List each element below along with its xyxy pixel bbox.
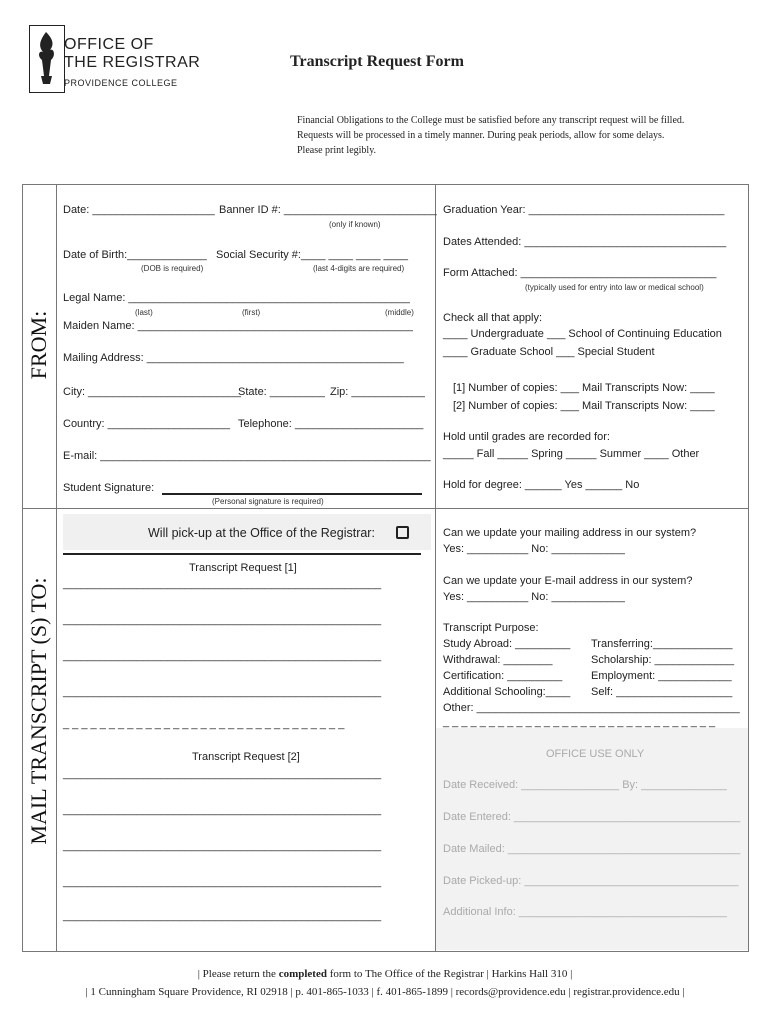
address-2-line-1[interactable]: ____________________________________________________ bbox=[63, 768, 382, 780]
mail-to-label: MAIL TRANSCRIPT (S) TO: bbox=[26, 577, 51, 845]
graduation-year-field[interactable]: Graduation Year: ________________________________ bbox=[443, 204, 725, 216]
intro-line1: Financial Obligations to the College must be satisfied before any transcript request will be filled. bbox=[297, 115, 685, 126]
logo-line2: THE REGISTRAR bbox=[64, 54, 201, 71]
update-email-question: Can we update your E-mail address in our system? bbox=[443, 575, 693, 587]
address-1-line-4[interactable]: ____________________________________________________ bbox=[63, 686, 382, 698]
office-use-title: OFFICE USE ONLY bbox=[546, 748, 645, 760]
middle-note: (middle) bbox=[385, 308, 414, 317]
address-1-line-2[interactable]: ____________________________________________________ bbox=[63, 614, 382, 626]
hold-degree-field[interactable]: Hold for degree: ______ Yes ______ No bbox=[443, 479, 640, 491]
footer-line2: | 1 Cunningham Square Providence, RI 02918 | p. 401-865-1033 | f. 401-865-1899 | records@providence.edu | registrar.providence.edu | bbox=[85, 986, 685, 998]
intro-line3: Please print legibly. bbox=[297, 145, 377, 156]
purpose-label: Transcript Purpose: bbox=[443, 622, 539, 634]
terms-options[interactable]: _____ Fall _____ Spring _____ Summer ____ Other bbox=[443, 448, 700, 460]
grad-option[interactable]: ____ Graduate School ___ Special Student bbox=[443, 346, 655, 358]
address-1-dashed: _ _ _ _ _ _ _ _ _ _ _ _ _ _ _ _ _ _ _ _ _ _ _ _ _ _ _ _ _ _ _ bbox=[63, 718, 345, 730]
address-1-line-3[interactable]: ____________________________________________________ bbox=[63, 650, 382, 662]
purpose-scholarship[interactable]: Scholarship: _____________ bbox=[591, 654, 735, 666]
email-field[interactable]: E-mail: ______________________________________________________ bbox=[63, 450, 431, 462]
purpose-certification[interactable]: Certification: _________ bbox=[443, 670, 563, 682]
logo-line3: PROVIDENCE COLLEGE bbox=[64, 78, 178, 88]
copies-1-field[interactable]: [1] Number of copies: ___ Mail Transcripts Now: ____ bbox=[453, 382, 715, 394]
purpose-other[interactable]: Other: ___________________________________________ bbox=[443, 702, 740, 714]
date-received-field: Date Received: ________________ By: ______________ bbox=[443, 779, 727, 791]
form-attached-field[interactable]: Form Attached: ________________________________ bbox=[443, 267, 717, 279]
last-note: (last) bbox=[135, 308, 153, 317]
dob-field[interactable]: Date of Birth:_____________ bbox=[63, 249, 207, 261]
address-2-line-4[interactable]: ____________________________________________________ bbox=[63, 876, 382, 888]
purpose-self[interactable]: Self: ___________________ bbox=[591, 686, 733, 698]
purpose-other-dashed: _ _ _ _ _ _ _ _ _ _ _ _ _ _ _ _ _ _ _ _ _ _ _ _ _ _ _ _ _ _ bbox=[443, 716, 716, 728]
pickup-checkbox[interactable] bbox=[396, 526, 409, 539]
form-attached-note: (typically used for entry into law or medical school) bbox=[525, 283, 704, 292]
check-all-label: Check all that apply: bbox=[443, 312, 543, 324]
purpose-additional-schooling[interactable]: Additional Schooling:____ bbox=[443, 686, 571, 698]
pickup-underline bbox=[63, 553, 421, 555]
purpose-study-abroad[interactable]: Study Abroad: _________ bbox=[443, 638, 571, 650]
additional-info-field: Additional Info: __________________________________ bbox=[443, 906, 727, 918]
telephone-field[interactable]: Telephone: _____________________ bbox=[238, 418, 424, 430]
address-2-line-3[interactable]: ____________________________________________________ bbox=[63, 840, 382, 852]
purpose-employment[interactable]: Employment: ____________ bbox=[591, 670, 732, 682]
registrar-logo bbox=[29, 25, 65, 93]
date-mailed-field: Date Mailed: ______________________________________ bbox=[443, 843, 741, 855]
dates-attended-field[interactable]: Dates Attended: _________________________________ bbox=[443, 236, 727, 248]
request-2-label: Transcript Request [2] bbox=[192, 751, 300, 763]
from-label: FROM: bbox=[26, 310, 51, 380]
ssn-field[interactable]: Social Security #:____ ____ ____ ____ bbox=[216, 249, 409, 261]
date-entered-field: Date Entered: _____________________________________ bbox=[443, 811, 741, 823]
address-2-line-2[interactable]: ____________________________________________________ bbox=[63, 804, 382, 816]
address-1-line-1[interactable]: ____________________________________________________ bbox=[63, 578, 382, 590]
purpose-withdrawal[interactable]: Withdrawal: ________ bbox=[443, 654, 553, 666]
ssn-note: (last 4-digits are required) bbox=[313, 264, 405, 273]
footer-line1-pre: | Please return the bbox=[197, 968, 279, 980]
banner-id-field[interactable]: Banner ID #: _________________________ bbox=[219, 204, 437, 216]
dob-note: (DOB is required) bbox=[141, 264, 204, 273]
date-field[interactable]: Date: ____________________ bbox=[63, 204, 215, 216]
side-divider bbox=[56, 184, 57, 952]
maiden-name-field[interactable]: Maiden Name: _____________________________________________ bbox=[63, 320, 413, 332]
request-1-label: Transcript Request [1] bbox=[189, 562, 297, 574]
pickup-label: Will pick-up at the Office of the Registrar: bbox=[148, 526, 375, 540]
signature-line[interactable] bbox=[162, 493, 422, 495]
footer-line1-bold: completed bbox=[278, 968, 327, 980]
footer-line1 bbox=[0, 968, 770, 980]
intro-line2: Requests will be processed in a timely manner. During peak periods, allow for some delays. bbox=[297, 130, 665, 141]
copies-2-field[interactable]: [2] Number of copies: ___ Mail Transcripts Now: ____ bbox=[453, 400, 715, 412]
zip-field[interactable]: Zip: ____________ bbox=[330, 386, 425, 398]
update-email-answer[interactable]: Yes: __________ No: ____________ bbox=[443, 591, 625, 603]
flame-icon bbox=[30, 26, 63, 91]
country-field[interactable]: Country: ____________________ bbox=[63, 418, 230, 430]
update-mail-answer[interactable]: Yes: __________ No: ____________ bbox=[443, 543, 625, 555]
city-field[interactable]: City: _________________________ bbox=[63, 386, 241, 398]
signature-label: Student Signature: bbox=[63, 482, 155, 494]
footer-line1-post: form to The Office of the Registrar | Harkins Hall 310 | bbox=[326, 968, 573, 980]
hold-grades-label: Hold until grades are recorded for: bbox=[443, 431, 610, 443]
mailing-address-field[interactable]: Mailing Address: __________________________________________ bbox=[63, 352, 404, 364]
signature-note: (Personal signature is required) bbox=[212, 497, 324, 506]
banner-note: (only if known) bbox=[329, 220, 381, 229]
first-note: (first) bbox=[242, 308, 261, 317]
state-field[interactable]: State: _________ bbox=[238, 386, 325, 398]
purpose-transferring[interactable]: Transferring:_____________ bbox=[591, 638, 733, 650]
address-2-line-5[interactable]: ____________________________________________________ bbox=[63, 910, 382, 922]
undergrad-option[interactable]: ____ Undergraduate ___ School of Continuing Education bbox=[443, 328, 722, 340]
logo-line1: OFFICE OF bbox=[64, 36, 154, 53]
update-mail-question: Can we update your mailing address in our system? bbox=[443, 527, 697, 539]
legal-name-field[interactable]: Legal Name: ______________________________________________ bbox=[63, 292, 410, 304]
section-divider bbox=[22, 508, 749, 509]
page-title: Transcript Request Form bbox=[290, 53, 464, 70]
date-picked-up-field: Date Picked-up: ___________________________________ bbox=[443, 875, 739, 887]
